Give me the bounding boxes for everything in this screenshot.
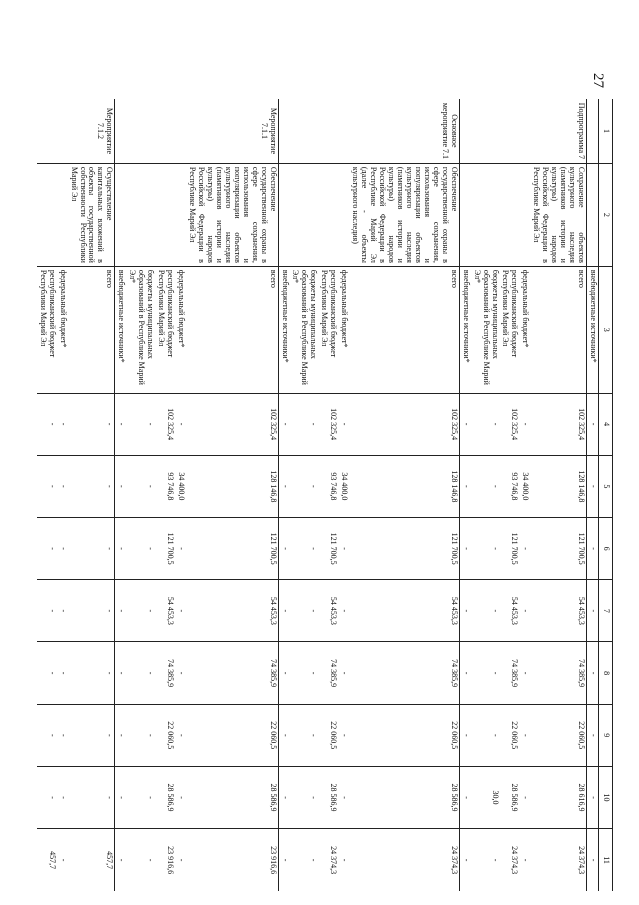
value-cell-col-10: - <box>278 766 289 828</box>
value-cell-col-5: - <box>459 455 470 517</box>
value-cell-col-7: - <box>338 580 349 642</box>
value-cell-col-6: - <box>126 517 155 579</box>
value-cell-col-9: 22 060,5 <box>500 704 520 766</box>
value-cell-col-8: - <box>587 642 599 704</box>
value-cell-col-6: - <box>57 517 68 579</box>
value-cell-col-11: - <box>280 858 290 862</box>
value-cell-col-8: - <box>68 642 115 704</box>
program-code-cell <box>587 99 599 163</box>
table-row <box>37 99 57 891</box>
value-cell-col-9: - <box>37 704 57 766</box>
program-name-cell <box>115 163 126 266</box>
value-cell-col-8: - <box>459 642 470 704</box>
value-cell-col-5: - <box>37 455 57 517</box>
value-cell-col-9: - <box>68 704 115 766</box>
budget-table <box>37 99 613 891</box>
program-code-cell <box>500 99 520 163</box>
value-cell-col-8: 74 385,9 <box>500 642 520 704</box>
value-cell-col-11: - <box>309 858 319 862</box>
funding-source-cell: республиканский бюджет Республики Марий Эл <box>500 266 520 393</box>
program-code-cell <box>519 99 530 163</box>
value-cell-col-6: - <box>290 517 319 579</box>
program-name-cell <box>155 163 175 266</box>
program-code-cell: Основное мероприятие 7.1 <box>349 99 459 163</box>
value-cell-col-4: 102 325,4 <box>186 393 278 455</box>
value-cell-col-5: - <box>278 455 289 517</box>
table-row <box>115 99 126 891</box>
program-code-cell <box>278 99 289 163</box>
funding-source-cell: внебюджетные источники* <box>278 266 289 393</box>
program-name-cell <box>37 163 57 266</box>
value-cell-col-8: - <box>519 642 530 704</box>
value-cell-col-4: - <box>459 393 470 455</box>
table-row <box>349 99 459 891</box>
value-cell-col-7: - <box>587 580 599 642</box>
value-cell-col-7: 54 453,3 <box>186 580 278 642</box>
value-cell-col-7: - <box>57 580 68 642</box>
value-cell-col-10: 28 616,9 <box>530 766 586 828</box>
funding-source-cell: республиканский бюджет Республики Марий Эл <box>37 266 57 393</box>
funding-source-cell: федеральный бюджет* <box>519 266 530 393</box>
value-cell-col-10: - <box>115 766 126 828</box>
header-row <box>599 99 613 891</box>
value-cell-col-9: - <box>519 704 530 766</box>
value-cell-col-6: 121 700,5 <box>530 517 586 579</box>
value-cell-col-11: 24 374,3 <box>349 829 459 891</box>
value-cell-col-4: - <box>290 393 319 455</box>
table-row <box>175 99 186 891</box>
table-row <box>68 99 115 891</box>
funding-source-cell: федеральный бюджет* <box>338 266 349 393</box>
value-cell-col-10: - <box>126 766 155 828</box>
value-cell-col-5: - <box>115 455 126 517</box>
value-cell-col-11: 24 374,3 <box>510 846 520 875</box>
value-cell-col-6: 121 700,5 <box>318 517 338 579</box>
value-cell-col-4: - <box>37 393 57 455</box>
program-code-cell <box>155 99 175 163</box>
table-row <box>278 99 289 891</box>
program-code-cell <box>290 99 319 163</box>
value-cell-col-8: - <box>57 642 68 704</box>
funding-source-cell: всего <box>68 266 115 393</box>
value-cell-col-7: - <box>37 580 57 642</box>
value-cell-col-4: - <box>587 393 599 455</box>
value-cell-col-7: - <box>459 580 470 642</box>
value-cell-col-6: - <box>37 517 57 579</box>
value-cell-col-6: 121 700,5 <box>349 517 459 579</box>
value-cell-col-6: - <box>115 517 126 579</box>
value-cell-col-8: 74 385,9 <box>155 642 175 704</box>
value-cell-col-10: - <box>68 766 115 828</box>
table-row <box>186 99 278 891</box>
value-cell-col-9: 22 060,5 <box>530 704 586 766</box>
value-cell-col-5: 128 146,8 <box>349 455 459 517</box>
value-cell-col-7: - <box>290 580 319 642</box>
funding-source-cell: всего <box>186 266 278 393</box>
value-cell-col-6: 121 700,5 <box>186 517 278 579</box>
value-cell-col-6: - <box>278 517 289 579</box>
value-cell-col-7: 54 453,3 <box>500 580 520 642</box>
value-cell-col-5: 93 746,8 <box>318 455 338 517</box>
value-cell-col-7: - <box>278 580 289 642</box>
value-cell-col-4: - <box>278 393 289 455</box>
value-cell-col-7: 54 453,3 <box>318 580 338 642</box>
table-row <box>587 99 599 891</box>
header-cell-1: 1 <box>599 99 613 163</box>
table-row <box>530 99 586 891</box>
program-code-cell <box>115 99 126 163</box>
header-cell-11: 11 <box>599 829 613 891</box>
value-cell-col-6: - <box>68 517 115 579</box>
table-row <box>471 99 500 891</box>
value-cell-col-5: 34 400,0 <box>519 455 530 517</box>
value-cell-col-8: 74 385,9 <box>186 642 278 704</box>
value-cell-col-11: 457,7 <box>47 851 57 870</box>
table-row <box>519 99 530 891</box>
program-name-cell <box>175 163 186 266</box>
value-cell-col-10: 28 586,9 <box>318 766 338 828</box>
value-cell-col-8: - <box>126 642 155 704</box>
value-cell-col-7: 54 453,3 <box>530 580 586 642</box>
value-cell-col-11: - <box>146 858 156 862</box>
value-cell-col-9: - <box>57 704 68 766</box>
value-cell-col-4: - <box>126 393 155 455</box>
table-row <box>500 99 520 891</box>
program-code-cell <box>459 99 470 163</box>
value-cell-col-10: 28 586,9 <box>155 766 175 828</box>
value-cell-col-5: - <box>57 455 68 517</box>
value-cell-col-8: - <box>37 642 57 704</box>
value-cell-col-10: - <box>519 766 530 828</box>
value-cell-col-11: - <box>461 858 471 862</box>
value-cell-col-5: - <box>68 455 115 517</box>
header-cell-3: 3 <box>599 266 613 393</box>
table-body <box>37 99 613 891</box>
value-cell-col-11: - <box>58 858 68 862</box>
value-cell-col-8: 74 385,9 <box>318 642 338 704</box>
value-cell-col-9: - <box>278 704 289 766</box>
value-cell-col-4: - <box>338 393 349 455</box>
value-cell-col-9: - <box>115 704 126 766</box>
funding-source-cell: бюджеты муниципальных образований в Республике Марий Эл* <box>290 266 319 393</box>
value-cell-col-11: - <box>490 858 500 862</box>
value-cell-col-10: - <box>37 766 57 828</box>
program-code-cell <box>175 99 186 163</box>
table-row <box>57 99 68 891</box>
value-cell-col-10: 28 586,9 <box>500 766 520 828</box>
table-row <box>155 99 175 891</box>
funding-source-cell: всего <box>530 266 586 393</box>
table-row <box>126 99 155 891</box>
table-row <box>459 99 470 891</box>
header-cell-10: 10 <box>599 766 613 828</box>
program-code-cell <box>57 99 68 163</box>
value-cell-col-4: - <box>68 393 115 455</box>
value-cell-col-5: 34 400,0 <box>338 455 349 517</box>
value-cell-col-9: - <box>587 704 599 766</box>
header-cell-8: 8 <box>599 642 613 704</box>
value-cell-col-4: 102 325,4 <box>318 393 338 455</box>
page-number: 27 <box>590 73 606 88</box>
value-cell-col-11: 23 916,6 <box>186 829 278 891</box>
value-cell-col-5: 128 146,8 <box>530 455 586 517</box>
value-cell-col-11: - <box>589 858 599 862</box>
value-cell-col-10: - <box>175 766 186 828</box>
value-cell-col-9: - <box>290 704 319 766</box>
program-name-cell <box>126 163 155 266</box>
value-cell-col-4: 102 325,4 <box>530 393 586 455</box>
program-code-cell <box>318 99 338 163</box>
program-name-cell <box>278 163 289 266</box>
value-cell-col-11: - <box>117 858 127 862</box>
program-name-cell: Осуществление капитальных вложений в объекты государственной собственности Республики Марий Эл <box>68 163 115 266</box>
value-cell-col-6: - <box>471 517 500 579</box>
value-cell-col-9: 22 060,5 <box>318 704 338 766</box>
program-code-cell: Мероприятие 7.1.2 <box>68 99 115 163</box>
value-cell-col-5: 93 746,8 <box>500 455 520 517</box>
program-code-cell <box>471 99 500 163</box>
value-cell-col-11: - <box>340 858 350 862</box>
header-cell-5: 5 <box>599 455 613 517</box>
value-cell-col-10: - <box>459 766 470 828</box>
value-cell-col-7: - <box>519 580 530 642</box>
value-cell-col-5: - <box>290 455 319 517</box>
value-cell-col-6: - <box>587 517 599 579</box>
value-cell-col-7: - <box>126 580 155 642</box>
value-cell-col-5: 34 400,0 <box>175 455 186 517</box>
value-cell-col-10: 30,0 <box>471 766 500 828</box>
value-cell-col-8: - <box>175 642 186 704</box>
value-cell-col-11: 24 374,3 <box>329 846 339 875</box>
value-cell-col-4: 102 325,4 <box>500 393 520 455</box>
header-cell-7: 7 <box>599 580 613 642</box>
program-name-cell <box>500 163 520 266</box>
value-cell-col-11: 457,7 <box>68 829 115 891</box>
program-code-cell <box>37 99 57 163</box>
funding-source-cell: федеральный бюджет* <box>57 266 68 393</box>
value-cell-col-5: - <box>587 455 599 517</box>
value-cell-col-8: 74 385,9 <box>349 642 459 704</box>
value-cell-col-9: - <box>471 704 500 766</box>
value-cell-col-9: 22 060,5 <box>155 704 175 766</box>
rotated-table-container <box>38 99 613 891</box>
value-cell-col-4: - <box>175 393 186 455</box>
value-cell-col-7: - <box>175 580 186 642</box>
value-cell-col-9: 22 060,5 <box>349 704 459 766</box>
value-cell-col-5: 128 146,8 <box>186 455 278 517</box>
value-cell-col-4: 102 325,4 <box>155 393 175 455</box>
value-cell-col-9: - <box>126 704 155 766</box>
value-cell-col-9: - <box>175 704 186 766</box>
program-name-cell <box>57 163 68 266</box>
program-name-cell <box>587 163 599 266</box>
program-code-cell: Подпрограмма 7 <box>530 99 586 163</box>
value-cell-col-6: - <box>519 517 530 579</box>
value-cell-col-10: - <box>57 766 68 828</box>
value-cell-col-8: - <box>115 642 126 704</box>
value-cell-col-7: 54 453,3 <box>155 580 175 642</box>
header-cell-4: 4 <box>599 393 613 455</box>
table-row <box>318 99 338 891</box>
value-cell-col-7: - <box>115 580 126 642</box>
program-name-cell <box>338 163 349 266</box>
value-cell-col-4: - <box>519 393 530 455</box>
value-cell-col-10: 28 586,9 <box>186 766 278 828</box>
funding-source-cell: бюджеты муниципальных образований в Республике Марий Эл* <box>126 266 155 393</box>
value-cell-col-10: 28 586,9 <box>349 766 459 828</box>
value-cell-col-6: 121 700,5 <box>155 517 175 579</box>
funding-source-cell: бюджеты муниципальных образований в Республике Марий Эл* <box>471 266 500 393</box>
program-name-cell: Обеспечение государственной охраны в сфере сохранения, использования и популяризации объектов культурного наследия (памятников истории и культуры) народов Российской Федерации в Республике Марий Эл <box>186 163 278 266</box>
value-cell-col-10: - <box>290 766 319 828</box>
value-cell-col-11: - <box>521 858 531 862</box>
value-cell-col-5: 93 746,8 <box>155 455 175 517</box>
value-cell-col-5: - <box>126 455 155 517</box>
value-cell-col-10: - <box>338 766 349 828</box>
funding-source-cell: внебюджетные источники* <box>587 266 599 393</box>
program-name-cell <box>471 163 500 266</box>
program-name-cell <box>290 163 319 266</box>
value-cell-col-6: - <box>459 517 470 579</box>
value-cell-col-8: 74 385,9 <box>530 642 586 704</box>
program-code-cell <box>126 99 155 163</box>
value-cell-col-7: 54 453,3 <box>349 580 459 642</box>
value-cell-col-4: - <box>115 393 126 455</box>
value-cell-col-11: 23 916,6 <box>166 846 176 875</box>
value-cell-col-4: 102 325,4 <box>349 393 459 455</box>
program-code-cell <box>338 99 349 163</box>
funding-source-cell: федеральный бюджет* <box>175 266 186 393</box>
value-cell-col-8: - <box>471 642 500 704</box>
program-name-cell: Сохранение объектов культурного наследия (памятников истории и культуры) народов Российской Федерации в Республике Марий Эл <box>530 163 586 266</box>
funding-source-cell: всего <box>349 266 459 393</box>
table-row <box>290 99 319 891</box>
funding-source-cell: республиканский бюджет Республики Марий Эл <box>155 266 175 393</box>
table-row <box>338 99 349 891</box>
value-cell-col-9: - <box>338 704 349 766</box>
header-cell-2: 2 <box>599 163 613 266</box>
value-cell-col-7: - <box>68 580 115 642</box>
value-cell-col-6: - <box>338 517 349 579</box>
value-cell-col-11: - <box>177 858 187 862</box>
program-name-cell <box>318 163 338 266</box>
header-cell-6: 6 <box>599 517 613 579</box>
value-cell-col-6: 121 700,5 <box>500 517 520 579</box>
value-cell-col-8: - <box>338 642 349 704</box>
value-cell-col-4: - <box>57 393 68 455</box>
program-code-cell: Мероприятие 7.1.1 <box>186 99 278 163</box>
header-cell-9: 9 <box>599 704 613 766</box>
value-cell-col-4: - <box>471 393 500 455</box>
value-cell-col-10: - <box>587 766 599 828</box>
value-cell-col-7: - <box>471 580 500 642</box>
value-cell-col-6: - <box>175 517 186 579</box>
value-cell-col-9: - <box>459 704 470 766</box>
value-cell-col-9: 22 060,5 <box>186 704 278 766</box>
value-cell-col-8: - <box>278 642 289 704</box>
program-name-cell <box>519 163 530 266</box>
program-name-cell: Обеспечение государственной охраны в сфере сохранения, использования и популяризации объектов культурного наследия (памятников истории и культуры) народов Российской Федерации в Республике Марий Эл (далее - объекты культурного наследия) <box>349 163 459 266</box>
funding-source-cell: республиканский бюджет Республики Марий Эл <box>318 266 338 393</box>
funding-source-cell: внебюджетные источники* <box>459 266 470 393</box>
value-cell-col-8: - <box>290 642 319 704</box>
program-name-cell <box>459 163 470 266</box>
value-cell-col-11: 24 374,3 <box>530 829 586 891</box>
value-cell-col-5: - <box>471 455 500 517</box>
funding-source-cell: внебюджетные источники* <box>115 266 126 393</box>
